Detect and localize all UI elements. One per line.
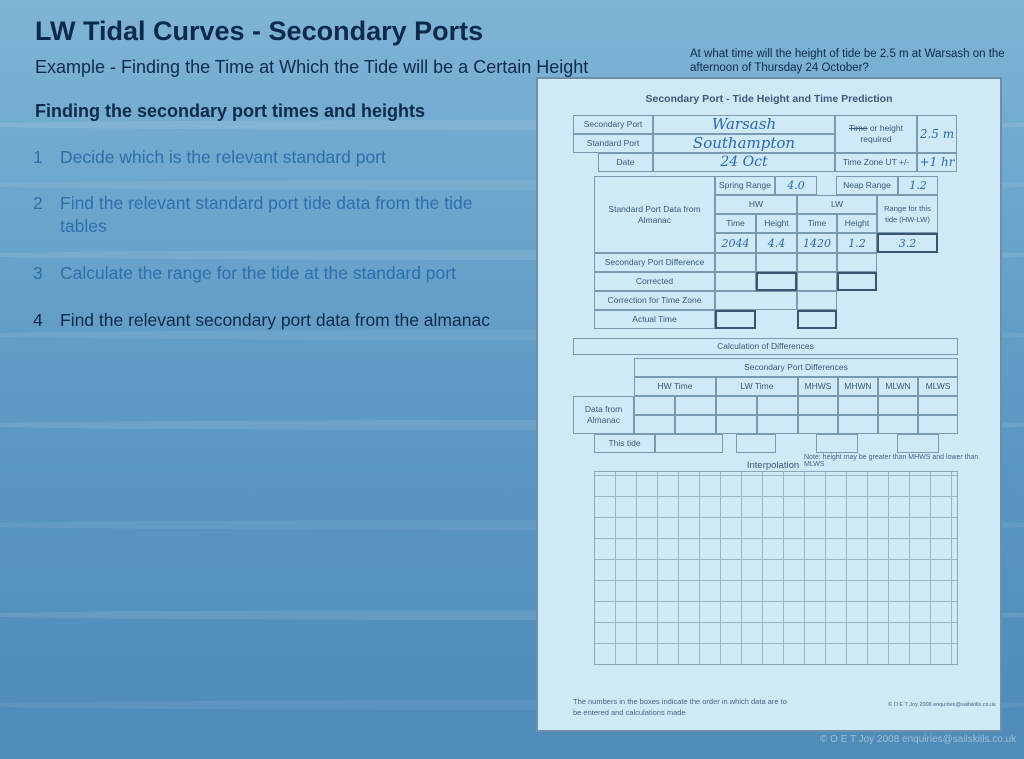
almanac-mhwn[interactable]: [838, 396, 878, 415]
question-text: At what time will the height of tide be 2.5 m at Warsash on the afternoon of Thursday 24 October?: [690, 48, 1005, 74]
sec-diffs-header: Secondary Port Differences: [634, 358, 958, 377]
interpolation-label: Interpolation: [746, 459, 800, 471]
step-number: 3: [33, 263, 43, 283]
lw-time-col: LW Time: [716, 377, 798, 396]
steps-heading: Finding the secondary port times and heights: [35, 101, 426, 121]
tide-prediction-form: [536, 77, 1002, 732]
sec-diff-hw-time[interactable]: [715, 253, 756, 272]
calc-diff-header: Calculation of Differences: [573, 338, 958, 355]
step-text: Calculate the range for the tide at the standard port: [60, 263, 456, 283]
almanac-mlwn-diff[interactable]: [878, 415, 918, 434]
time-zone-value[interactable]: +1 hr: [917, 153, 957, 172]
form-footnote: The numbers in the boxes indicate the order in which data are to be entered and calculations made: [573, 697, 787, 717]
height-required-value[interactable]: 2.5 m: [917, 115, 957, 153]
step-3: [33, 262, 523, 285]
hw-header: HW: [715, 195, 797, 214]
correction-tz-label: Correction for Time Zone: [594, 291, 715, 310]
almanac-hw-diff-2[interactable]: [675, 415, 716, 434]
data-from-almanac-label: Data from Almanac: [573, 396, 634, 434]
lw-header: LW: [797, 195, 877, 214]
spring-range-label: Spring Range: [715, 176, 775, 195]
date-label: Date: [598, 153, 653, 172]
this-tide-label: This tide: [594, 434, 655, 453]
almanac-lw-time-1[interactable]: [716, 396, 757, 415]
almanac-mlws[interactable]: [918, 396, 958, 415]
height-note: Note: height may be greater than MHWS and lower than MLWS: [804, 454, 979, 468]
almanac-hw-time-1[interactable]: [634, 396, 675, 415]
almanac-hw-diff-1[interactable]: [634, 415, 675, 434]
actual-time-lw[interactable]: [797, 310, 837, 329]
almanac-mhwn-diff[interactable]: [838, 415, 878, 434]
slide-title: LW Tidal Curves - Secondary Ports: [35, 16, 484, 46]
corrected-hw-time[interactable]: [715, 272, 756, 291]
sec-diff-lw-height[interactable]: [837, 253, 877, 272]
corrected-hw-height[interactable]: [756, 272, 797, 291]
struck-time-text: Time: [848, 123, 868, 133]
height-required-label: [835, 115, 917, 153]
step-2: [33, 192, 523, 238]
mhws-col: MHWS: [798, 377, 838, 396]
standard-port-value[interactable]: Southampton: [653, 134, 835, 153]
hw-height-header: Height: [756, 214, 797, 233]
standard-port-label: Standard Port: [573, 134, 653, 153]
sec-diff-lw-time[interactable]: [797, 253, 837, 272]
almanac-mlws-diff[interactable]: [918, 415, 958, 434]
almanac-lw-diff-1[interactable]: [716, 415, 757, 434]
neap-range-label: Neap Range: [836, 176, 898, 195]
lw-height-header: Height: [837, 214, 877, 233]
range-tide-label: Range for this tide (HW-LW): [877, 195, 938, 233]
hw-time-col: HW Time: [634, 377, 716, 396]
step-1: [33, 146, 523, 169]
hw-time-value[interactable]: 2044: [715, 233, 756, 253]
mlwn-col: MLWN: [878, 377, 918, 396]
neap-range-value[interactable]: 1.2: [898, 176, 938, 195]
lw-time-header: Time: [797, 214, 837, 233]
this-tide-lw-height[interactable]: [897, 434, 939, 453]
secondary-port-value[interactable]: Warsash: [653, 115, 835, 134]
std-data-label: Standard Port Data from Almanac: [594, 176, 715, 253]
hw-time-header: Time: [715, 214, 756, 233]
interpolation-grid[interactable]: [594, 471, 958, 665]
step-number: 1: [33, 147, 43, 167]
this-tide-hw-time[interactable]: [655, 434, 723, 453]
form-copyright: © O E T Joy 2008 enquiries@sailskills.co.uk: [888, 702, 996, 708]
almanac-hw-time-2[interactable]: [675, 396, 716, 415]
lw-height-value[interactable]: 1.2: [837, 233, 877, 253]
almanac-mhws[interactable]: [798, 396, 838, 415]
almanac-lw-time-2[interactable]: [757, 396, 798, 415]
actual-time-label: Actual Time: [594, 310, 715, 329]
mlws-col: MLWS: [918, 377, 958, 396]
secondary-port-label: Secondary Port: [573, 115, 653, 134]
almanac-mhws-diff[interactable]: [798, 415, 838, 434]
step-4: [33, 309, 523, 332]
step-number: 4: [33, 310, 43, 330]
sec-diff-label: Secondary Port Difference: [594, 253, 715, 272]
almanac-lw-diff-2[interactable]: [757, 415, 798, 434]
form-title: Secondary Port - Tide Height and Time Prediction: [645, 93, 893, 105]
actual-time-hw[interactable]: [715, 310, 756, 329]
required-text: required: [860, 134, 892, 144]
tz-correction-hw[interactable]: [715, 291, 797, 310]
corrected-lw-height[interactable]: [837, 272, 877, 291]
step-text: Find the relevant standard port tide data from the tide tables: [60, 193, 473, 236]
sec-diff-hw-height[interactable]: [756, 253, 797, 272]
step-text: Find the relevant secondary port data from the almanac: [60, 310, 490, 330]
this-tide-lw-time[interactable]: [736, 434, 776, 453]
corrected-label: Corrected: [594, 272, 715, 291]
tz-correction-lw[interactable]: [797, 291, 837, 310]
step-number: 2: [33, 193, 43, 213]
date-value[interactable]: 24 Oct: [653, 153, 835, 172]
range-value[interactable]: 3.2: [877, 233, 938, 253]
step-text: Decide which is the relevant standard port: [60, 147, 386, 167]
slide-subtitle: Example - Finding the Time at Which the Tide will be a Certain Height: [35, 57, 589, 77]
corrected-lw-time[interactable]: [797, 272, 837, 291]
this-tide-hw-height[interactable]: [816, 434, 858, 453]
hw-height-value[interactable]: 4.4: [756, 233, 797, 253]
almanac-mlwn[interactable]: [878, 396, 918, 415]
time-zone-label: Time Zone UT +/-: [835, 153, 917, 172]
slide-copyright: © O E T Joy 2008 enquiries@sailskills.co.uk: [820, 734, 1017, 745]
mhwn-col: MHWN: [838, 377, 878, 396]
lw-time-value[interactable]: 1420: [797, 233, 837, 253]
or-height-text: or height: [867, 123, 904, 133]
spring-range-value[interactable]: 4.0: [775, 176, 817, 195]
